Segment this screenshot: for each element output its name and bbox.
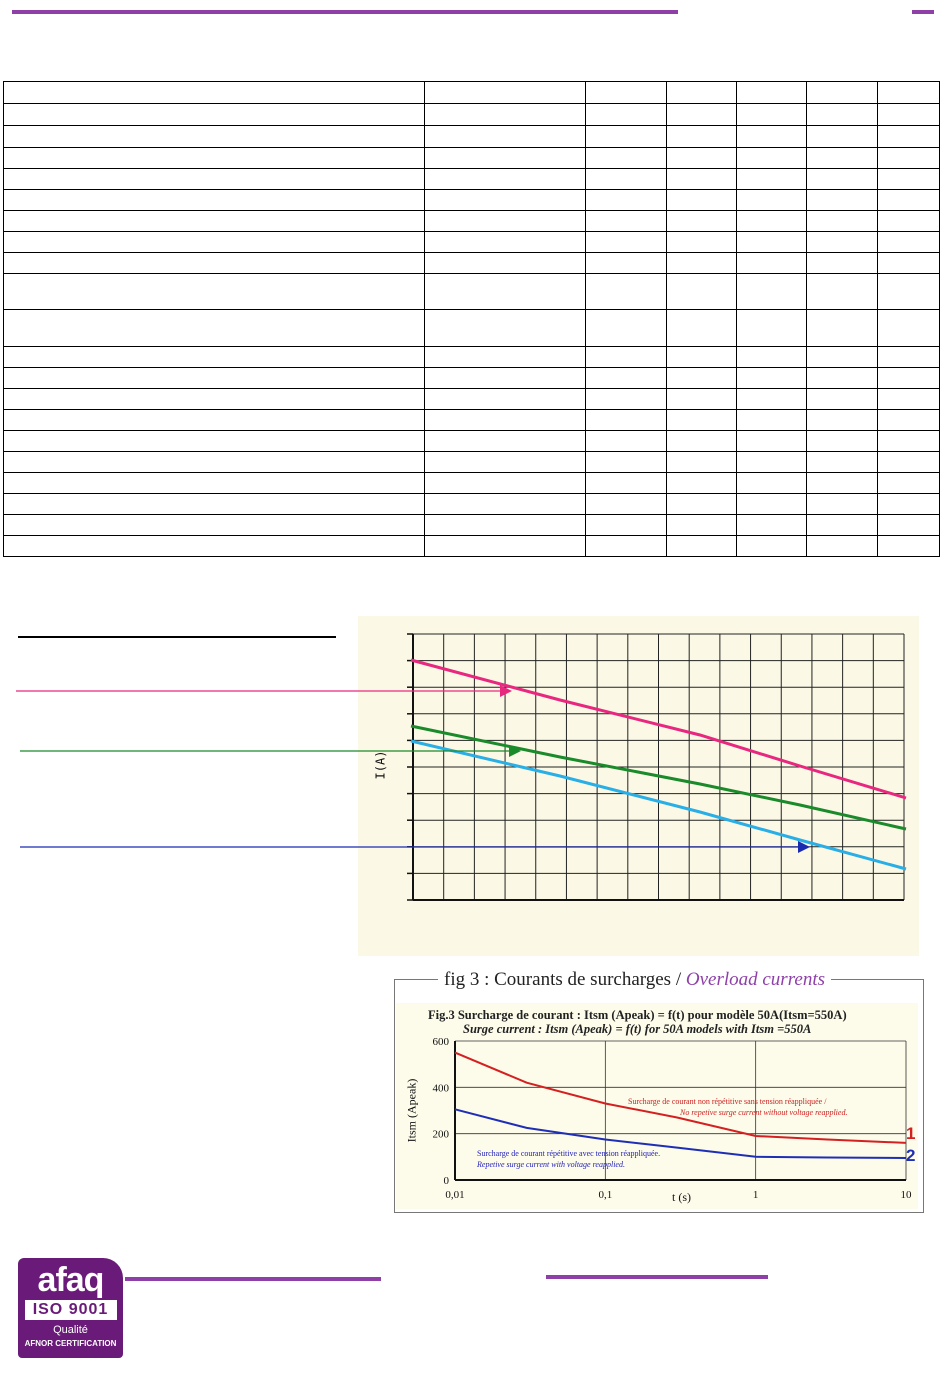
fig3-caption-en: Overload currents [685,969,825,990]
footer-rule-right [546,1275,768,1279]
fig3-ytick-label: 400 [432,1082,449,1095]
fig3-note2-fr: Surcharge de courant répétitive avec tension réappliquée. [477,1149,661,1158]
fig3-ytick-label: 0 [443,1175,449,1187]
fig3-ytick-label: 200 [432,1128,449,1141]
fig3-title-line1: Fig.3 Surcharge de courant : Itsm (Apeak) = f(t) pour modèle 50A(Itsm=550A) [428,1008,847,1022]
fig3-note2-en: Repetive surge current with voltage reapplied. [477,1160,625,1169]
fig3-title-line2: Surge current : Itsm (Apeak) = f(t) for 50A models with Itsm =550A [463,1022,812,1036]
afaq-logo-brand: afaq [37,1261,104,1299]
fig3-ylabel: Itsm (Apeak) [404,1078,419,1143]
fig3-series-label-1: 1 [906,1124,916,1143]
fig3-xtick-label: 0,01 [445,1189,465,1201]
fig3-note1-en: No repetive surge current without voltage reapplied. [680,1108,848,1117]
afaq-logo-iso: ISO 9001 [25,1300,117,1320]
fig3-note1 [628,1096,847,1118]
fig3-series-label-2: 2 [906,1146,916,1165]
fig3-caption-fr: fig 3 : Courants de surcharges / [444,969,686,990]
afaq-logo-afnor: AFNOR CERTIFICATION [24,1339,117,1348]
fig3-note1-fr: Surcharge de courant non répétitive sans tension réappliquée / [628,1097,827,1106]
footer-rule-left [125,1277,381,1281]
fig3-xtick-label: 10 [900,1189,912,1201]
fig3-xlabel: t (s) [672,1190,691,1204]
afaq-logo [18,1258,123,1358]
afaq-logo-quality: Qualité [53,1324,88,1336]
fig3-ytick-label: 600 [432,1036,449,1048]
fig3-xtick-label: 1 [752,1189,759,1201]
fig3-note2 [477,1148,660,1170]
chart1-ylabel: I(A) [373,750,388,780]
fig3-xtick-label: 0,1 [598,1189,613,1201]
